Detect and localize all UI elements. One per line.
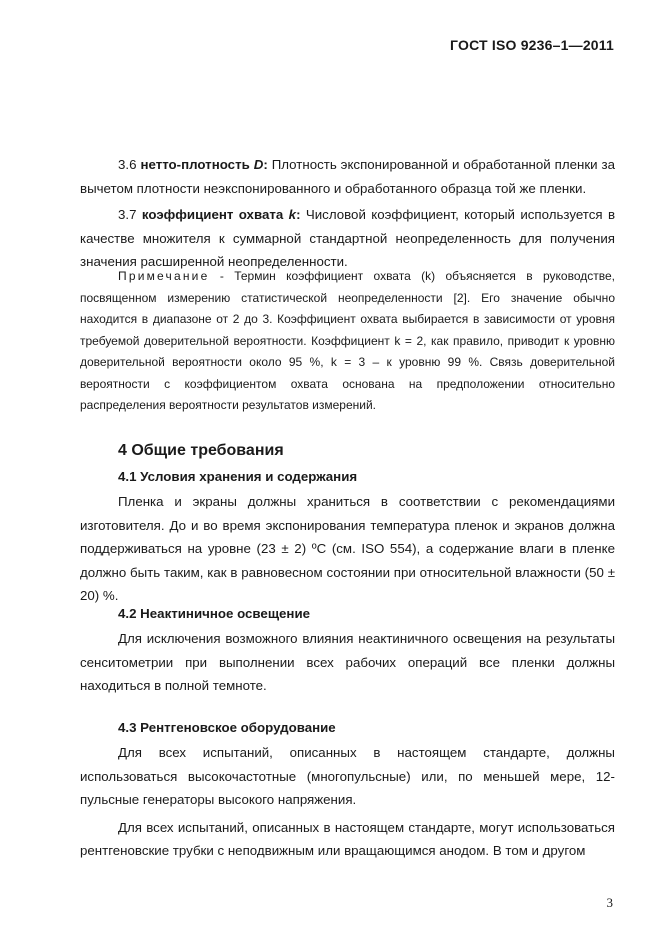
page-number: 3 (606, 895, 613, 910)
standard-header: ГОСТ ISO 9236–1—2011 (450, 37, 614, 53)
definition-3-6: 3.6 нетто-плотность D: Плотность экспонированной и обработанной пленки за вычетом плотности неэкспонированного и обработанного образца той же пленки. (80, 157, 615, 196)
subsection-text: Для всех испытаний, описанных в настоящем стандарте, должны использоваться высокочастотные (многопульсные) или, по меньшей мере, 12- пульсные генераторы высокого напряжения. (80, 745, 615, 807)
def-symbol: D (253, 157, 264, 172)
subsection-heading: 4.1 Условия хранения и содержания (118, 469, 358, 484)
subsection-4-3 (80, 720, 615, 863)
def-number: 3.6 (118, 157, 137, 172)
def-text: Плотность экспонированной и обработанной пленки за вычетом плотности неэкспонированного и обработанного образца той же пленки. (80, 157, 615, 196)
subsection-heading: 4.2 Неактиничное освещение (118, 606, 311, 621)
def-term: нетто-плотность (140, 157, 250, 172)
section-heading: 4 Общие требования (118, 442, 284, 459)
definition-3-7: 3.7 коэффициент охвата k: Числовой коэффициент, который используется в качестве множителя к суммарной стандартной неопределенность для получения значения расширенной неопределенности. (80, 207, 616, 269)
def-term: коэффициент охвата (141, 207, 284, 222)
note-text: - Термин коэффициент охвата (k) объясняется в руководстве, посвященном измерению статистической неопределенности [2]. Его значение обычно находится в диапазоне от 2 до 3. Коэффициент охвата выбирается в зависимости от уровня требуемой доверительной вероятности. Коэффициент k = 2, как правило, приводит к уровню доверительной вероятности около 95 %, k = 3 – к уровню 99 %. Связь доверительной вероятности с коэффициентом охвата основана на предположении относительно распределения вероятности результатов измерений. (80, 269, 615, 412)
subsection-text: Пленка и экраны должны храниться в соответствии с рекомендациями изготовителя. До и во время экспонирования температура пленок и экранов должна поддерживаться на уровне (23 ± 2) ºС (см. ISO 554), а содержание влаги в пленке должно быть таким, как в равновесном состоянии при относительной влажности (50 ± 20) %. (80, 494, 615, 603)
subsection-heading: 4.3 Рентгеновское оборудование (118, 720, 336, 735)
note-label: Примечание (118, 269, 210, 283)
section-4 (80, 442, 615, 460)
subsection-4-2 (80, 606, 615, 698)
subsection-text: Для исключения возможного влияния неактиничного освещения на результаты сенситометрии при выполнении всех рабочих операций все пленки должны находиться в полной темноте. (80, 631, 615, 693)
note-block (80, 266, 615, 417)
subsection-4-1 (80, 469, 615, 608)
def-text: Числовой коэффициент, который используется в качестве множителя к суммарной стандартной неопределенность для получения значения расширенной неопределенности. (80, 207, 616, 269)
subsection-text: Для всех испытаний, описанных в настоящем стандарте, могут использоваться рентгеновские трубки с неподвижным или вращающимся анодом. В том и другом (80, 819, 615, 858)
def-number: 3.7 (118, 207, 137, 222)
def-symbol: k (288, 207, 297, 222)
